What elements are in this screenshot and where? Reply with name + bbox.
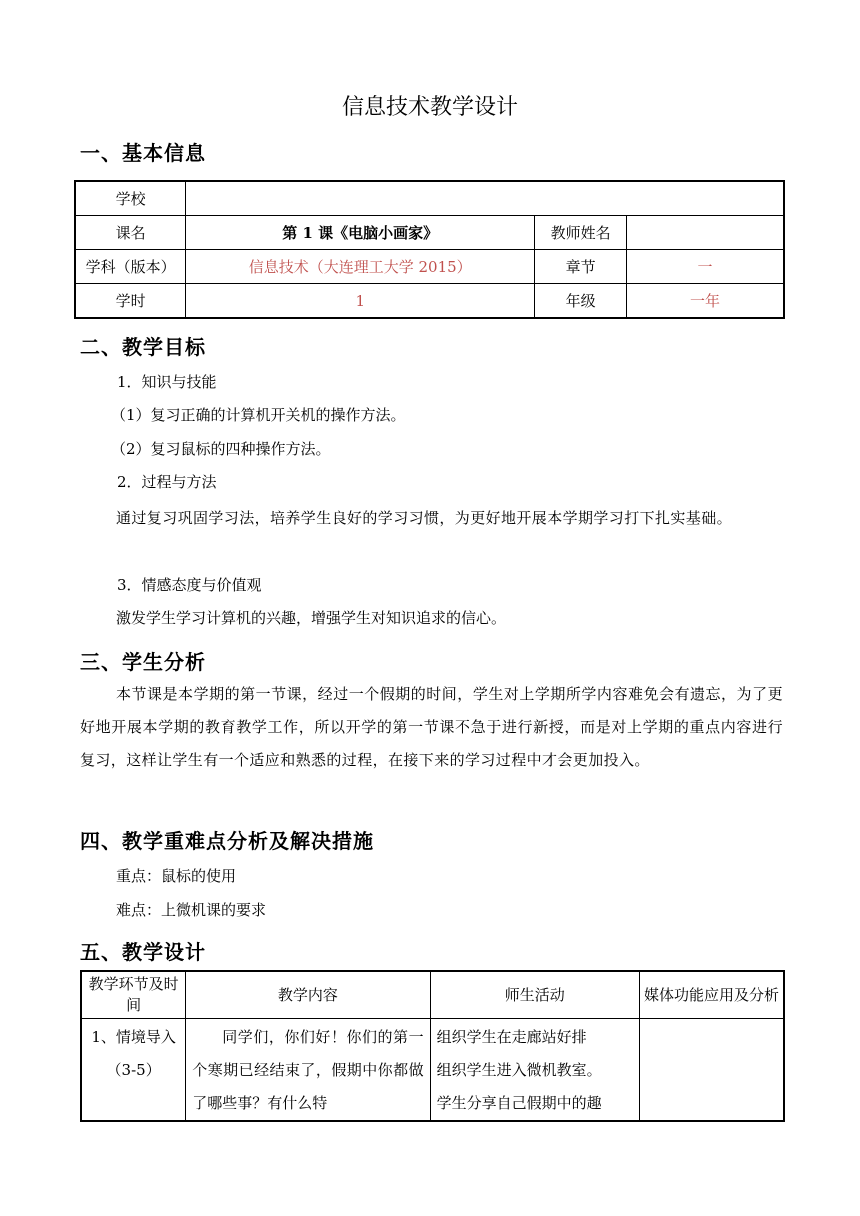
table-row [81,1019,784,1122]
section-heading-objectives: 二、教学目标 [80,335,206,359]
row-activity-line-3: 学生分享自己假期中的趣 [436,1094,602,1112]
row-time: （3-5） [106,1061,161,1079]
document-title: 信息技术教学设计 [341,95,518,120]
school-value [186,181,784,216]
course-label: 课名 [75,216,186,250]
section-heading-teaching-design: 五、教学设计 [80,940,206,964]
objective-process-title: 2．过程与方法 [117,473,217,491]
objective-process-text: 通过复习巩固学习法，培养学生良好的学习习惯，为更好地开展本学期学习打下扎实基础。 [116,509,733,527]
header-activity: 师生活动 [430,971,639,1019]
hours-label: 学时 [75,284,186,319]
section-heading-key-points: 四、教学重难点分析及解决措施 [80,829,374,853]
section-heading-student-analysis: 三、学生分析 [80,650,206,674]
grade-value: 一年 [626,284,784,319]
table-row [75,284,784,319]
subject-value: 信息技术（大连理工大学 2015） [186,250,535,284]
objective-knowledge-title: 1．知识与技能 [117,373,217,391]
table-row [75,250,784,284]
grade-label: 年级 [535,284,627,319]
student-analysis-text: 本节课是本学期的第一节课，经过一个假期的时间，学生对上学期所学内容难免会有遗忘，为了更好地开展本学期的教育教学工作，所以开学的第一节课不急于进行新授，而是对上学期的重点内容进行复习，这样让学生有一个适应和熟悉的过程，在接下来的学习过程中才会更加投入。 [80,685,783,769]
teaching-design-table [80,970,785,1122]
school-label: 学校 [75,181,186,216]
header-media: 媒体功能应用及分析 [639,971,784,1019]
table-row [75,181,784,216]
key-point-text: 重点：鼠标的使用 [116,867,237,885]
chapter-value: 一 [626,250,784,284]
row-activity-line-1: 组织学生在走廊站好排 [436,1028,587,1046]
table-header-row [81,971,784,1019]
difficulty-text: 难点：上微机课的要求 [116,901,267,919]
objective-knowledge-line-1: （1）复习正确的计算机开关机的操作方法。 [111,406,406,424]
table-row [75,216,784,250]
objective-attitude-title: 3．情感态度与价值观 [117,576,262,594]
teacher-value [626,216,784,250]
hours-value: 1 [186,284,535,319]
teacher-label: 教师姓名 [535,216,627,250]
header-content: 教学内容 [186,971,430,1019]
objective-attitude-text: 激发学生学习计算机的兴趣，增强学生对知识追求的信心。 [116,609,507,627]
section-heading-basic-info: 一、基本信息 [80,141,206,165]
row-media [640,1019,783,1021]
row-stage: 1、情境导入 [91,1028,176,1046]
basic-info-table [74,180,785,319]
row-content: 同学们，你们好！你们的第一个寒期已经结束了，假期中你都做了哪些事？有什么特 [192,1028,424,1112]
objective-knowledge-line-2: （2）复习鼠标的四种操作方法。 [111,440,331,458]
chapter-label: 章节 [535,250,627,284]
row-activity-line-2: 组织学生进入微机教室。 [436,1061,602,1079]
course-value: 第 1 课《电脑小画家》 [186,216,535,250]
header-stage-time: 教学环节及时间 [81,971,186,1019]
subject-label: 学科（版本） [75,250,186,284]
